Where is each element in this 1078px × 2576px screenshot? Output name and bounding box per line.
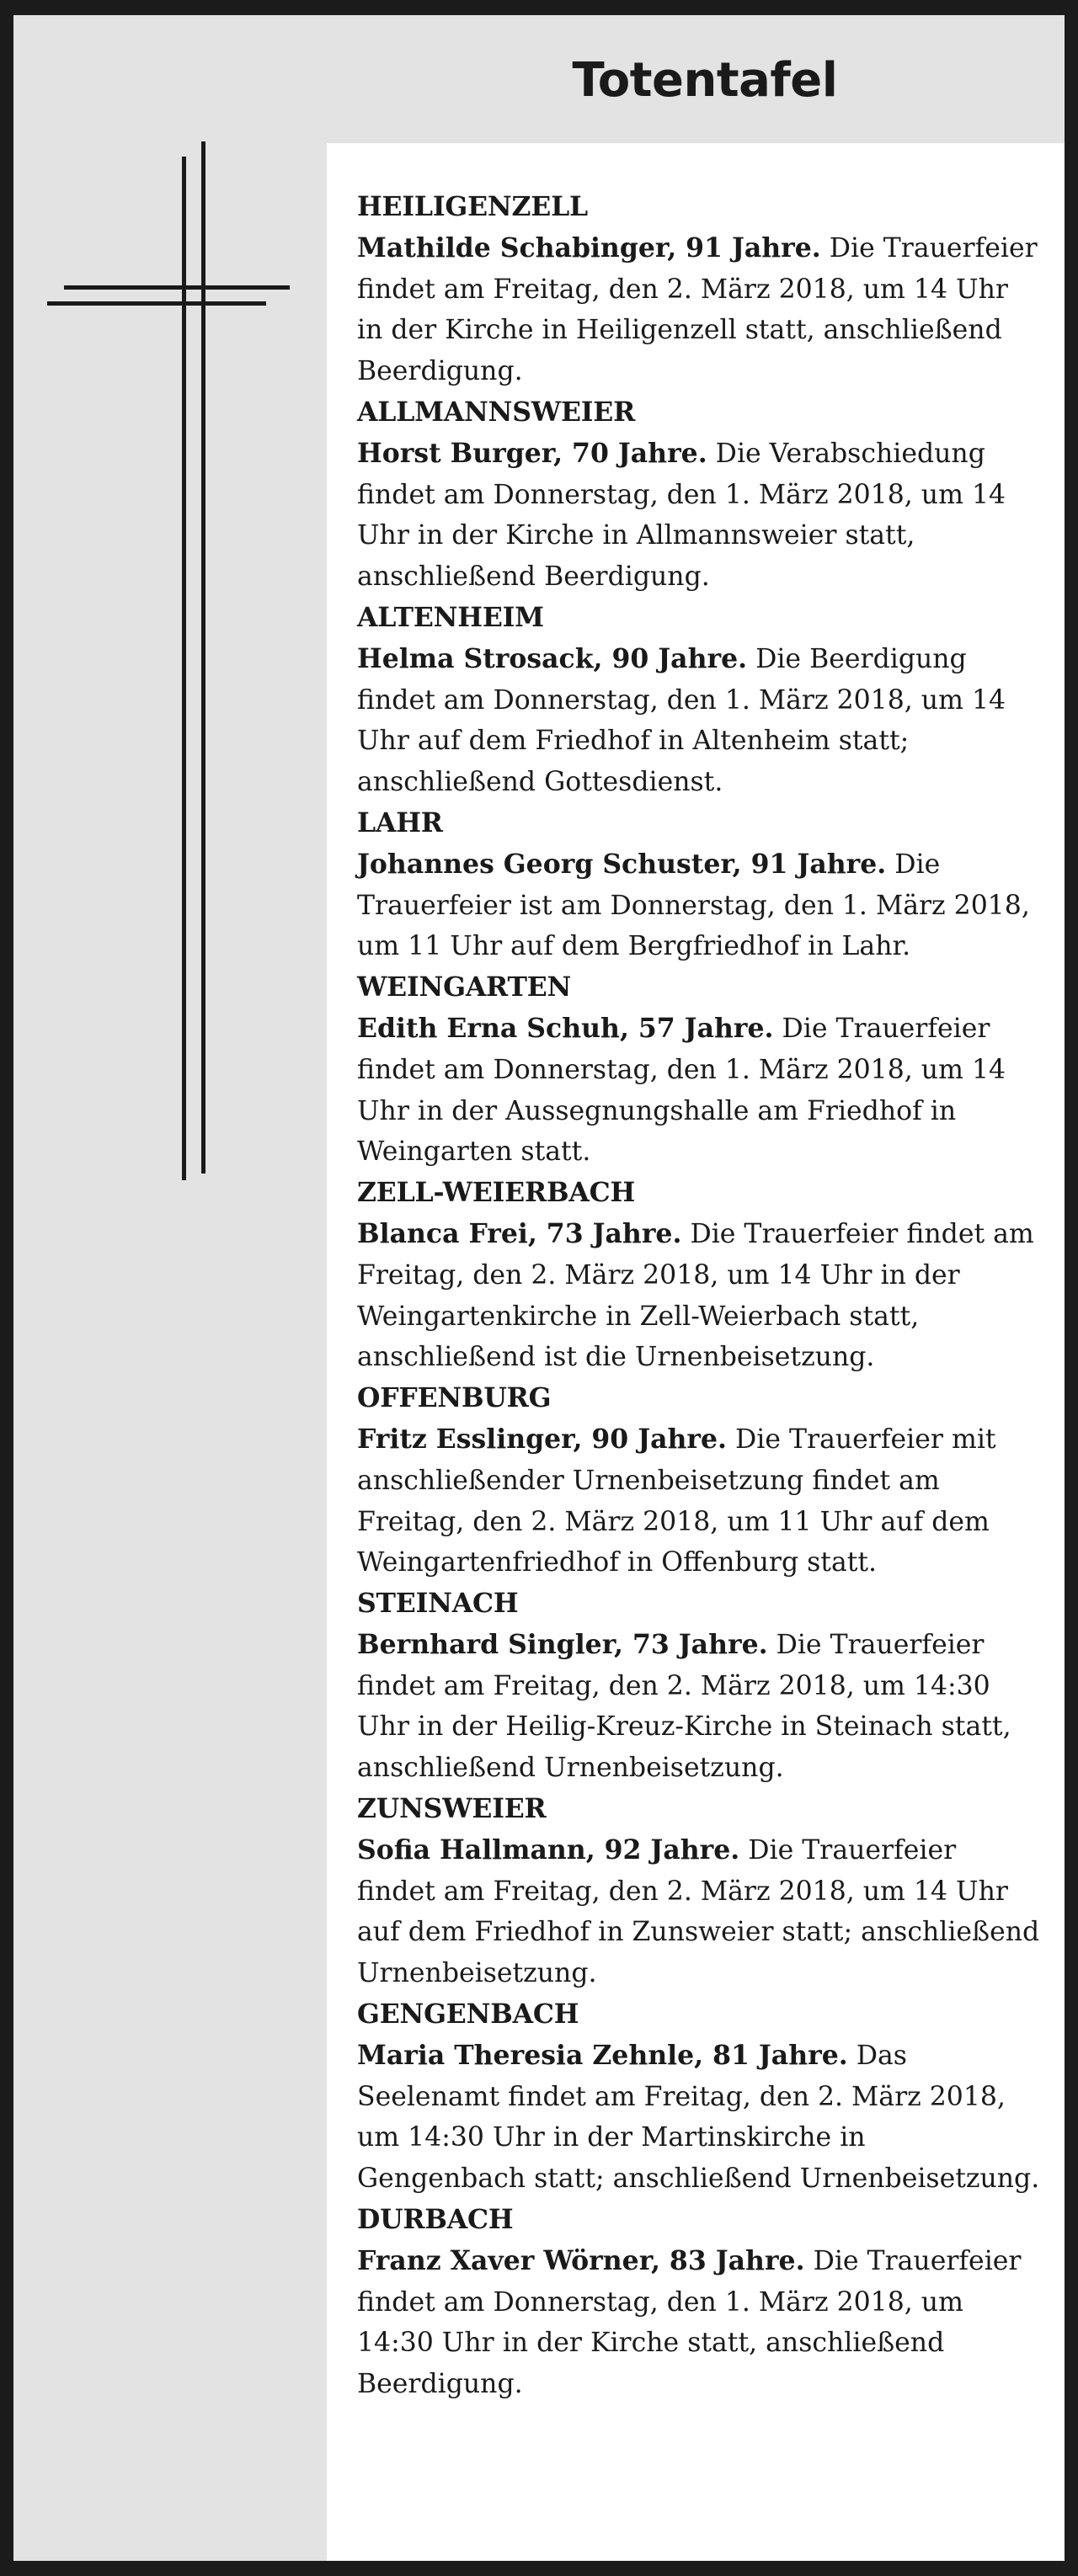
- entry-body: [357, 1625, 1041, 1789]
- entry-body: [357, 2036, 1041, 2200]
- title-bar: [13, 15, 1065, 143]
- entry-text: Die Beerdigung findet am Donnerstag, den 1. März 2018, um 14 Uhr auf dem Friedhof in Altenheim statt; anschließend Gottesdienst.: [357, 643, 1006, 798]
- obituary-entry: [357, 1583, 1041, 1789]
- entry-body: [357, 1009, 1041, 1173]
- cross-icon: [47, 141, 300, 1194]
- obituary-entry: [357, 2200, 1041, 2405]
- obituary-entry: [357, 803, 1041, 967]
- obituary-entry: [357, 967, 1041, 1173]
- entry-name: Helma Strosack, 90 Jahre.: [357, 642, 748, 674]
- entry-place: DURBACH: [357, 2204, 514, 2236]
- entry-body: [357, 844, 1041, 967]
- entry-name: Maria Theresia Zehnle, 81 Jahre.: [357, 2039, 848, 2071]
- obituary-card: [13, 15, 1065, 2561]
- obituary-entry: [357, 1994, 1041, 2200]
- entry-place: WEINGARTEN: [357, 971, 572, 1003]
- obituary-entry: [357, 1378, 1041, 1583]
- entry-body: [357, 1830, 1041, 1994]
- entry-text: Die Trauerfeier findet am Freitag, den 2. März 2018, um 14 Uhr auf dem Friedhof in Zunsweier statt; anschließend Urnenbeisetzung.: [357, 1834, 1040, 1989]
- entry-place: ZUNSWEIER: [357, 1793, 547, 1825]
- entry-place: HEILIGENZELL: [357, 191, 588, 222]
- entry-text: Die Trauerfeier mit anschließender Urnenbeisetzung findet am Freitag, den 2. März 2018, um 11 Uhr auf dem Weingartenfriedhof in Offenburg statt.: [357, 1424, 996, 1578]
- entry-body: [357, 228, 1041, 392]
- entry-name: Horst Burger, 70 Jahre.: [357, 437, 707, 469]
- entry-text: Die Trauerfeier findet am Freitag, den 2. März 2018, um 14:30 Uhr in der Heilig-Kreuz-Kirche in Steinach statt, anschließend Urnenbeisetzung.: [357, 1629, 1011, 1784]
- entry-text: Die Trauerfeier findet am Donnerstag, den 1. März 2018, um 14 Uhr in der Aussegnungshalle am Friedhof in Weingarten statt.: [357, 1013, 1006, 1168]
- entry-place: OFFENBURG: [357, 1382, 552, 1414]
- obituary-list-panel: [327, 143, 1065, 2561]
- entry-text: Die Trauerfeier findet am Donnerstag, den 1. März 2018, um 14:30 Uhr in der Kirche statt, anschließend Beerdigung.: [357, 2245, 1022, 2400]
- obituary-entry: [357, 1173, 1041, 1378]
- obituary-list: [357, 187, 1041, 2405]
- obituary-entry: [357, 392, 1041, 598]
- entry-place: ZELL-WEIERBACH: [357, 1177, 636, 1209]
- entry-place: ALTENHEIM: [357, 601, 544, 633]
- obituary-entry: [357, 187, 1041, 392]
- obituary-entry: [357, 1789, 1041, 1994]
- page-title: Totentafel: [572, 53, 838, 108]
- entry-body: [357, 1214, 1041, 1378]
- entry-place: STEINACH: [357, 1588, 519, 1620]
- entry-place: ALLMANNSWEIER: [357, 396, 636, 428]
- entry-name: Franz Xaver Wörner, 83 Jahre.: [357, 2244, 805, 2276]
- entry-name: Sofia Hallmann, 92 Jahre.: [357, 1834, 740, 1865]
- entry-text: Das Seelenamt findet am Freitag, den 2. März 2018, um 14:30 Uhr in der Martinskirche in Gengenbach statt; anschließend Urnenbeisetzung.: [357, 2040, 1040, 2195]
- entry-place: GENGENBACH: [357, 1999, 579, 2030]
- entry-text: Die Verabschiedung findet am Donnerstag, den 1. März 2018, um 14 Uhr in der Kirche in Allmannsweier statt, anschließend Beerdigung.: [357, 438, 1006, 593]
- entry-name: Fritz Esslinger, 90 Jahre.: [357, 1423, 728, 1455]
- entry-body: [357, 1419, 1041, 1583]
- entry-body: [357, 639, 1041, 803]
- entry-body: [357, 2241, 1041, 2405]
- entry-body: [357, 434, 1041, 598]
- entry-text: Die Trauerfeier ist am Donnerstag, den 1. März 2018, um 11 Uhr auf dem Bergfriedhof in Lahr.: [357, 849, 1030, 962]
- obituary-entry: [357, 598, 1041, 803]
- entry-name: Mathilde Schabinger, 91 Jahre.: [357, 232, 821, 263]
- entry-name: Bernhard Singler, 73 Jahre.: [357, 1628, 768, 1660]
- entry-name: Blanca Frei, 73 Jahre.: [357, 1217, 682, 1249]
- entry-name: Johannes Georg Schuster, 91 Jahre.: [357, 848, 887, 880]
- entry-text: Die Trauerfeier findet am Freitag, den 2. März 2018, um 14 Uhr in der Weingartenkirche in Zell-Weierbach statt, anschließend ist die Urnenbeisetzung.: [357, 1218, 1034, 1373]
- entry-place: LAHR: [357, 806, 443, 838]
- entry-name: Edith Erna Schuh, 57 Jahre.: [357, 1012, 774, 1044]
- entry-text: Die Trauerfeier findet am Freitag, den 2. März 2018, um 14 Uhr in der Kirche in Heiligenzell statt, anschließend Beerdigung.: [357, 232, 1038, 387]
